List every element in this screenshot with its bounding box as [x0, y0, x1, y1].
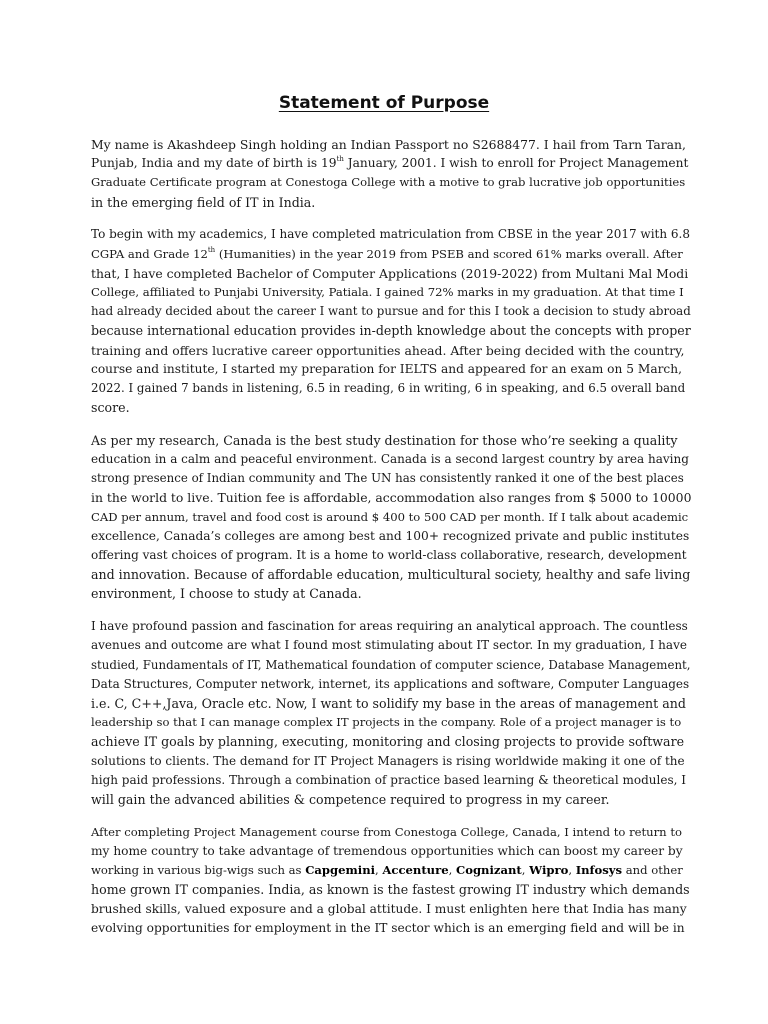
text-line: CAD per annum, travel and food cost is around $ 400 to 500 CAD per month. If I talk about academic — [91, 509, 689, 524]
text-line: my home country to take advantage of tremendous opportunities which can boost my career by — [91, 843, 683, 858]
text-line: because international education provides in-depth knowledge about the concepts with proper — [91, 323, 691, 339]
text-line: evolving opportunities for employment in the IT sector which is an emerging field and will be in — [91, 920, 685, 935]
text-line: CGPA and Grade 12th (Humanities) in the year 2019 from PSEB and scored 61% marks overall. After — [91, 245, 683, 261]
text-line: training and offers lucrative career opportunities ahead. After being decided with the country, — [91, 342, 685, 358]
text-line: that, I have completed Bachelor of Computer Applications (2019-2022) from Multani Mal Modi — [91, 265, 689, 281]
text-line: and innovation. Because of affordable education, multicultural society, healthy and safe living — [91, 567, 691, 583]
paragraph-passion — [91, 617, 691, 809]
text-line: high paid professions. Through a combination of practice based learning & theoretical modules, I — [91, 772, 686, 787]
text-line: studied, Fundamentals of IT, Mathematical foundation of computer science, Database Management, — [91, 657, 691, 672]
text-line: working in various big-wigs such as Capgemini, Accenture, Cognizant, Wipro, Infosys and other — [91, 863, 683, 878]
text-line: score. — [91, 400, 130, 416]
superscript: th — [336, 155, 344, 164]
text-line: in the world to live. Tuition fee is affordable, accommodation also ranges from $ 5000 to 10000 — [91, 490, 692, 506]
text-line: i.e. C, C++,Java, Oracle etc. Now, I want to solidify my base in the areas of management and — [91, 695, 686, 711]
paragraph-future-plans — [91, 823, 691, 938]
document-title: Statement of Purpose — [278, 93, 490, 113]
text-line: had already decided about the career I want to pursue and for this I took a decision to study abroad — [91, 304, 691, 319]
text-line: avenues and outcome are what I found most stimulating about IT sector. In my graduation, I have — [91, 638, 687, 653]
text-line: in the emerging field of IT in India. — [91, 194, 316, 210]
text-line: To begin with my academics, I have completed matriculation from CBSE in the year 2017 with 6.8 — [91, 227, 690, 242]
text-line: College, affiliated to Punjabi University, Patiala. I gained 72% marks in my graduation. At that time I — [91, 284, 684, 299]
paragraph-why-canada — [91, 431, 691, 604]
text-line: home grown IT companies. India, as known is the fastest growing IT industry which demands — [91, 882, 690, 898]
paragraph-academics — [91, 225, 691, 417]
text-line: Data Structures, Computer network, internet, its applications and software, Computer Languages — [91, 676, 690, 691]
text-line: After completing Project Management course from Conestoga College, Canada, I intend to return to — [91, 824, 682, 839]
text-line: education in a calm and peaceful environment. Canada is a second largest country by area having — [91, 452, 689, 467]
text-line: will gain the advanced abilities & competence required to progress in my career. — [91, 792, 610, 807]
document-body — [91, 135, 691, 951]
company-name: Cognizant — [455, 863, 522, 878]
text-line: solutions to clients. The demand for IT Project Managers is rising worldwide making it one of the — [91, 753, 685, 768]
text-line: I have profound passion and fascination for areas requiring an analytical approach. The countless — [91, 619, 688, 634]
text-line: excellence, Canada’s colleges are among best and 100+ recognized private and public institutes — [91, 528, 690, 543]
company-name: Infosys — [575, 863, 623, 878]
company-name: Accenture — [382, 863, 449, 878]
company-name: Capgemini — [305, 863, 376, 878]
text-line: course and institute, I started my preparation for IELTS and appeared for an exam on 5 March, — [91, 361, 682, 376]
text-line: leadership so that I can manage complex IT projects in the company. Role of a project manager is to — [91, 715, 682, 730]
text-line: achieve IT goals by planning, executing, monitoring and closing projects to provide software — [91, 734, 685, 750]
text-line: Graduate Certificate program at Conestoga College with a motive to grab lucrative job opportunities — [91, 175, 686, 190]
company-name: Wipro — [529, 863, 569, 878]
text-line: As per my research, Canada is the best study destination for those who’re seeking a quality — [91, 432, 678, 448]
text-line: 2022. I gained 7 bands in listening, 6.5 in reading, 6 in writing, 6 in speaking, and 6.5 overall band — [91, 380, 686, 395]
text-line: strong presence of Indian community and The UN has consistently ranked it one of the best places — [91, 471, 684, 486]
text-line: offering vast choices of program. It is a home to world-class collaborative, research, development — [91, 548, 687, 563]
text-line: brushed skills, valued exposure and a global attitude. I must enlighten here that India has many — [91, 901, 687, 916]
paragraph-introduction — [91, 135, 691, 212]
text-line: environment, I choose to study at Canada. — [91, 586, 362, 602]
superscript: th — [207, 245, 216, 254]
text-line: My name is Akashdeep Singh holding an Indian Passport no S2688477. I hail from Tarn Taran, — [91, 137, 686, 152]
text-line: Punjab, India and my date of birth is 19th January, 2001. I wish to enroll for Project Management — [91, 155, 689, 171]
